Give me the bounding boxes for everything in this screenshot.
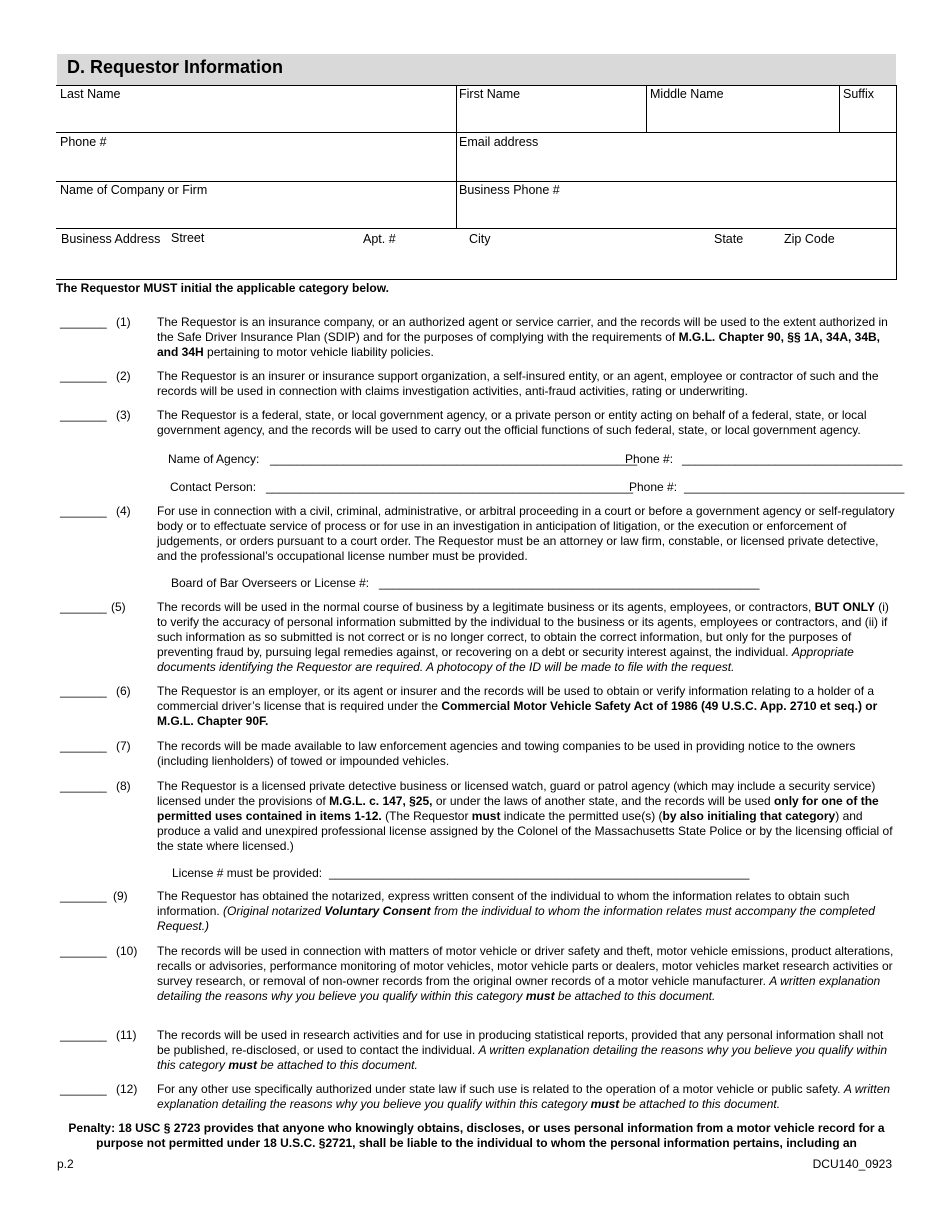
- item-text: The Requestor is a federal, state, or local government agency, or a private person or entity acting on behalf of a federal, state, or local government agency, and the records will be used to carry out the official functions of such federal, state, or local government agency.: [157, 408, 867, 437]
- agency-name-label: Name of Agency:: [168, 452, 260, 466]
- contact-phone-label: Phone #:: [629, 480, 678, 494]
- middle-name-field[interactable]: [646, 85, 839, 132]
- contact-person-label: Contact Person:: [170, 480, 257, 494]
- agency-name-line[interactable]: _______________________________________________________: [270, 452, 638, 466]
- item-number: (9): [113, 889, 128, 903]
- initial-blank[interactable]: _______: [60, 779, 107, 793]
- item-text: For any other use specifically authorized under state law if such use is related to the operation of a motor vehicle or public safety. A written explanation detailing the reasons why you believe you qualify within this category must be attached to this document.: [157, 1082, 891, 1111]
- item-number: (10): [116, 944, 138, 958]
- item-text: The Requestor is an insurance company, or an authorized agent or service carrier, and the records will be used to the extent authorized in the Safe Driver Insurance Plan (SDIP) and for the purposes of complying with the requirements of M.G.L. Chapter 90, §§ 1A, 34A, 34B, and 34H pertaining to motor vehicle liability policies.: [157, 315, 888, 359]
- item-number: (4): [116, 504, 131, 518]
- business-phone-field[interactable]: [455, 181, 896, 228]
- contact-phone-line[interactable]: _________________________________: [684, 480, 905, 494]
- contact-person-line[interactable]: _______________________________________________________: [266, 480, 634, 494]
- initial-blank[interactable]: _______: [60, 1082, 107, 1096]
- item-text: The records will be made available to law enforcement agencies and towing companies to be used in providing notice to the owners (including lienholders) of towed or impounded vehicles.: [157, 739, 856, 768]
- last-name-field[interactable]: [56, 85, 456, 132]
- apt-label: Apt. #: [363, 232, 396, 246]
- email-label: Email address: [459, 135, 539, 149]
- suffix-label: Suffix: [843, 87, 875, 101]
- initial-blank[interactable]: _______: [60, 684, 107, 698]
- form-id: DCU140_0923: [812, 1157, 892, 1171]
- item-text: The Requestor is an employer, or its agent or insurer and the records will be used to obtain or verify information relating to a holder of a commercial driver’s license that is required under the Commercial Motor Vehicle Safety Act of 1986 (49 U.S.C. App. 2710 et seq.) or M.G.L. Chapter 90F.: [157, 684, 878, 728]
- item-number: (12): [116, 1082, 138, 1096]
- initial-blank[interactable]: _______: [60, 408, 107, 422]
- last-name-label: Last Name: [60, 87, 121, 101]
- initial-blank[interactable]: _______: [60, 739, 107, 753]
- requestor-info-grid: [56, 85, 897, 280]
- item-number: (8): [116, 779, 131, 793]
- item-number: (11): [116, 1028, 137, 1042]
- section-header: [57, 54, 896, 85]
- item-number: (6): [116, 684, 131, 698]
- item-number: (1): [116, 315, 131, 329]
- initial-blank[interactable]: _______: [60, 944, 107, 958]
- license-required-label: License # must be provided:: [172, 866, 323, 880]
- email-field[interactable]: [455, 133, 896, 181]
- item-text: The Requestor is an insurer or insurance support organization, a self-insured entity, or an agent, employee or contractor of such and the records will be used in connection with claims investigation activities, anti-fraud activities, rating or underwriting.: [157, 369, 879, 398]
- item-number: (3): [116, 408, 131, 422]
- page-number: p.2: [57, 1157, 74, 1171]
- item-number: (2): [116, 369, 131, 383]
- item-text: The records will be used in research activities and for use in producing statistical reports, provided that any personal information shall not be published, re-disclosed, or used to contact the individual. A written explanation detailing the reasons why you believe you qualify within this category must be attached to this document.: [157, 1028, 887, 1072]
- zip-label: Zip Code: [784, 232, 835, 246]
- initial-blank[interactable]: _______: [60, 889, 107, 903]
- business-address-field[interactable]: [56, 229, 896, 279]
- initial-instruction: The Requestor MUST initial the applicable category below.: [56, 281, 389, 295]
- item-text: The Requestor is a licensed private detective business or licensed watch, guard or patrol agency (which may include a security service) licensed under the provisions of M.G.L. c. 147, §25, or under the laws of another state, and the records will be used only for one of the permitted uses contained in items 1-12. (The Requestor must indicate the permitted use(s) (by also initialing that category) and produce a valid and unexpired professional license assigned by the Colonel of the Massachusetts State Police or by the licensing official of the state where licensed.): [157, 779, 893, 853]
- item-number: (5): [111, 600, 126, 614]
- city-label: City: [469, 232, 491, 246]
- item-text: For use in connection with a civil, criminal, administrative, or arbitral proceeding in a court or before a government agency or self-regulatory body or to effectuate service of process or for use in an investigation in anticipation of litigation, or the execution or enforcement of judgements, or orders pursuant to a court order. The Requestor must be an attorney or law firm, constable, or licensed private detective, and the professional’s occupational license number must be provided.: [157, 504, 895, 563]
- license-required-line[interactable]: _______________________________________________________________: [329, 866, 750, 880]
- initial-blank[interactable]: _______: [60, 369, 107, 383]
- business-phone-label: Business Phone #: [459, 183, 560, 197]
- section-title: D. Requestor Information: [67, 57, 284, 77]
- middle-name-label: Middle Name: [650, 87, 724, 101]
- initial-blank[interactable]: _______: [60, 1028, 107, 1042]
- item-number: (7): [116, 739, 131, 753]
- initial-blank[interactable]: _______: [60, 315, 107, 329]
- item-text: The records will be used in connection with matters of motor vehicle or driver safety and theft, motor vehicle emissions, product alterations, recalls or advisories, performance monitoring of motor vehicles, motor vehicle parts or dealers, motor vehicles market research activities or survey research, or removal of non-owner records from the original owner records of a motor vehicle manufacturer. A written explanation detailing the reasons why you believe you qualify within this category must be attached to this document.: [157, 944, 894, 1003]
- item-text: The Requestor has obtained the notarized, express written consent of the individual to whom the information relates to obtain such information. (Original notarized Voluntary Consent from the individual to whom the information relates must accompany the completed Request.): [157, 889, 875, 933]
- phone-label: Phone #: [60, 135, 107, 149]
- agency-phone-label: Phone #:: [625, 452, 674, 466]
- item-text: The records will be used in the normal course of business by a legitimate business or its agents, employees, or contractors, BUT ONLY (i) to verify the accuracy of personal information submitted by the individual to the business or its agents, employees or contractors, and (ii) if such information as so submitted is not correct or is no longer correct, to obtain the correct information, but only for the purposes of preventing fraud by, pursuing legal remedies against, or recovering on a debt or security interest against, the individual. Appropriate documents identifying the Requestor are required. A photocopy of the ID will be made to file with the request.: [157, 600, 889, 674]
- suffix-field[interactable]: [839, 85, 896, 132]
- company-field[interactable]: [56, 181, 456, 228]
- first-name-label: First Name: [459, 87, 521, 101]
- street-label: Street: [171, 231, 205, 245]
- company-label: Name of Company or Firm: [60, 183, 208, 197]
- state-label: State: [714, 232, 744, 246]
- bar-license-label: Board of Bar Overseers or License #:: [171, 576, 370, 590]
- bar-license-line[interactable]: _________________________________________________________: [379, 576, 760, 590]
- penalty-notice: Penalty: 18 USC § 2723 provides that anyone who knowingly obtains, discloses, or uses personal information from a motor vehicle record for a purpose not permitted under 18 U.S.C. §2721, shall be liable to the individual to whom the personal information pertains, including an: [68, 1121, 885, 1150]
- business-address-label: Business Address: [61, 232, 161, 246]
- agency-phone-line[interactable]: _________________________________: [682, 452, 903, 466]
- first-name-field[interactable]: [455, 85, 646, 132]
- initial-blank[interactable]: _______: [60, 600, 107, 614]
- phone-field[interactable]: [56, 133, 456, 181]
- initial-blank[interactable]: _______: [60, 504, 107, 518]
